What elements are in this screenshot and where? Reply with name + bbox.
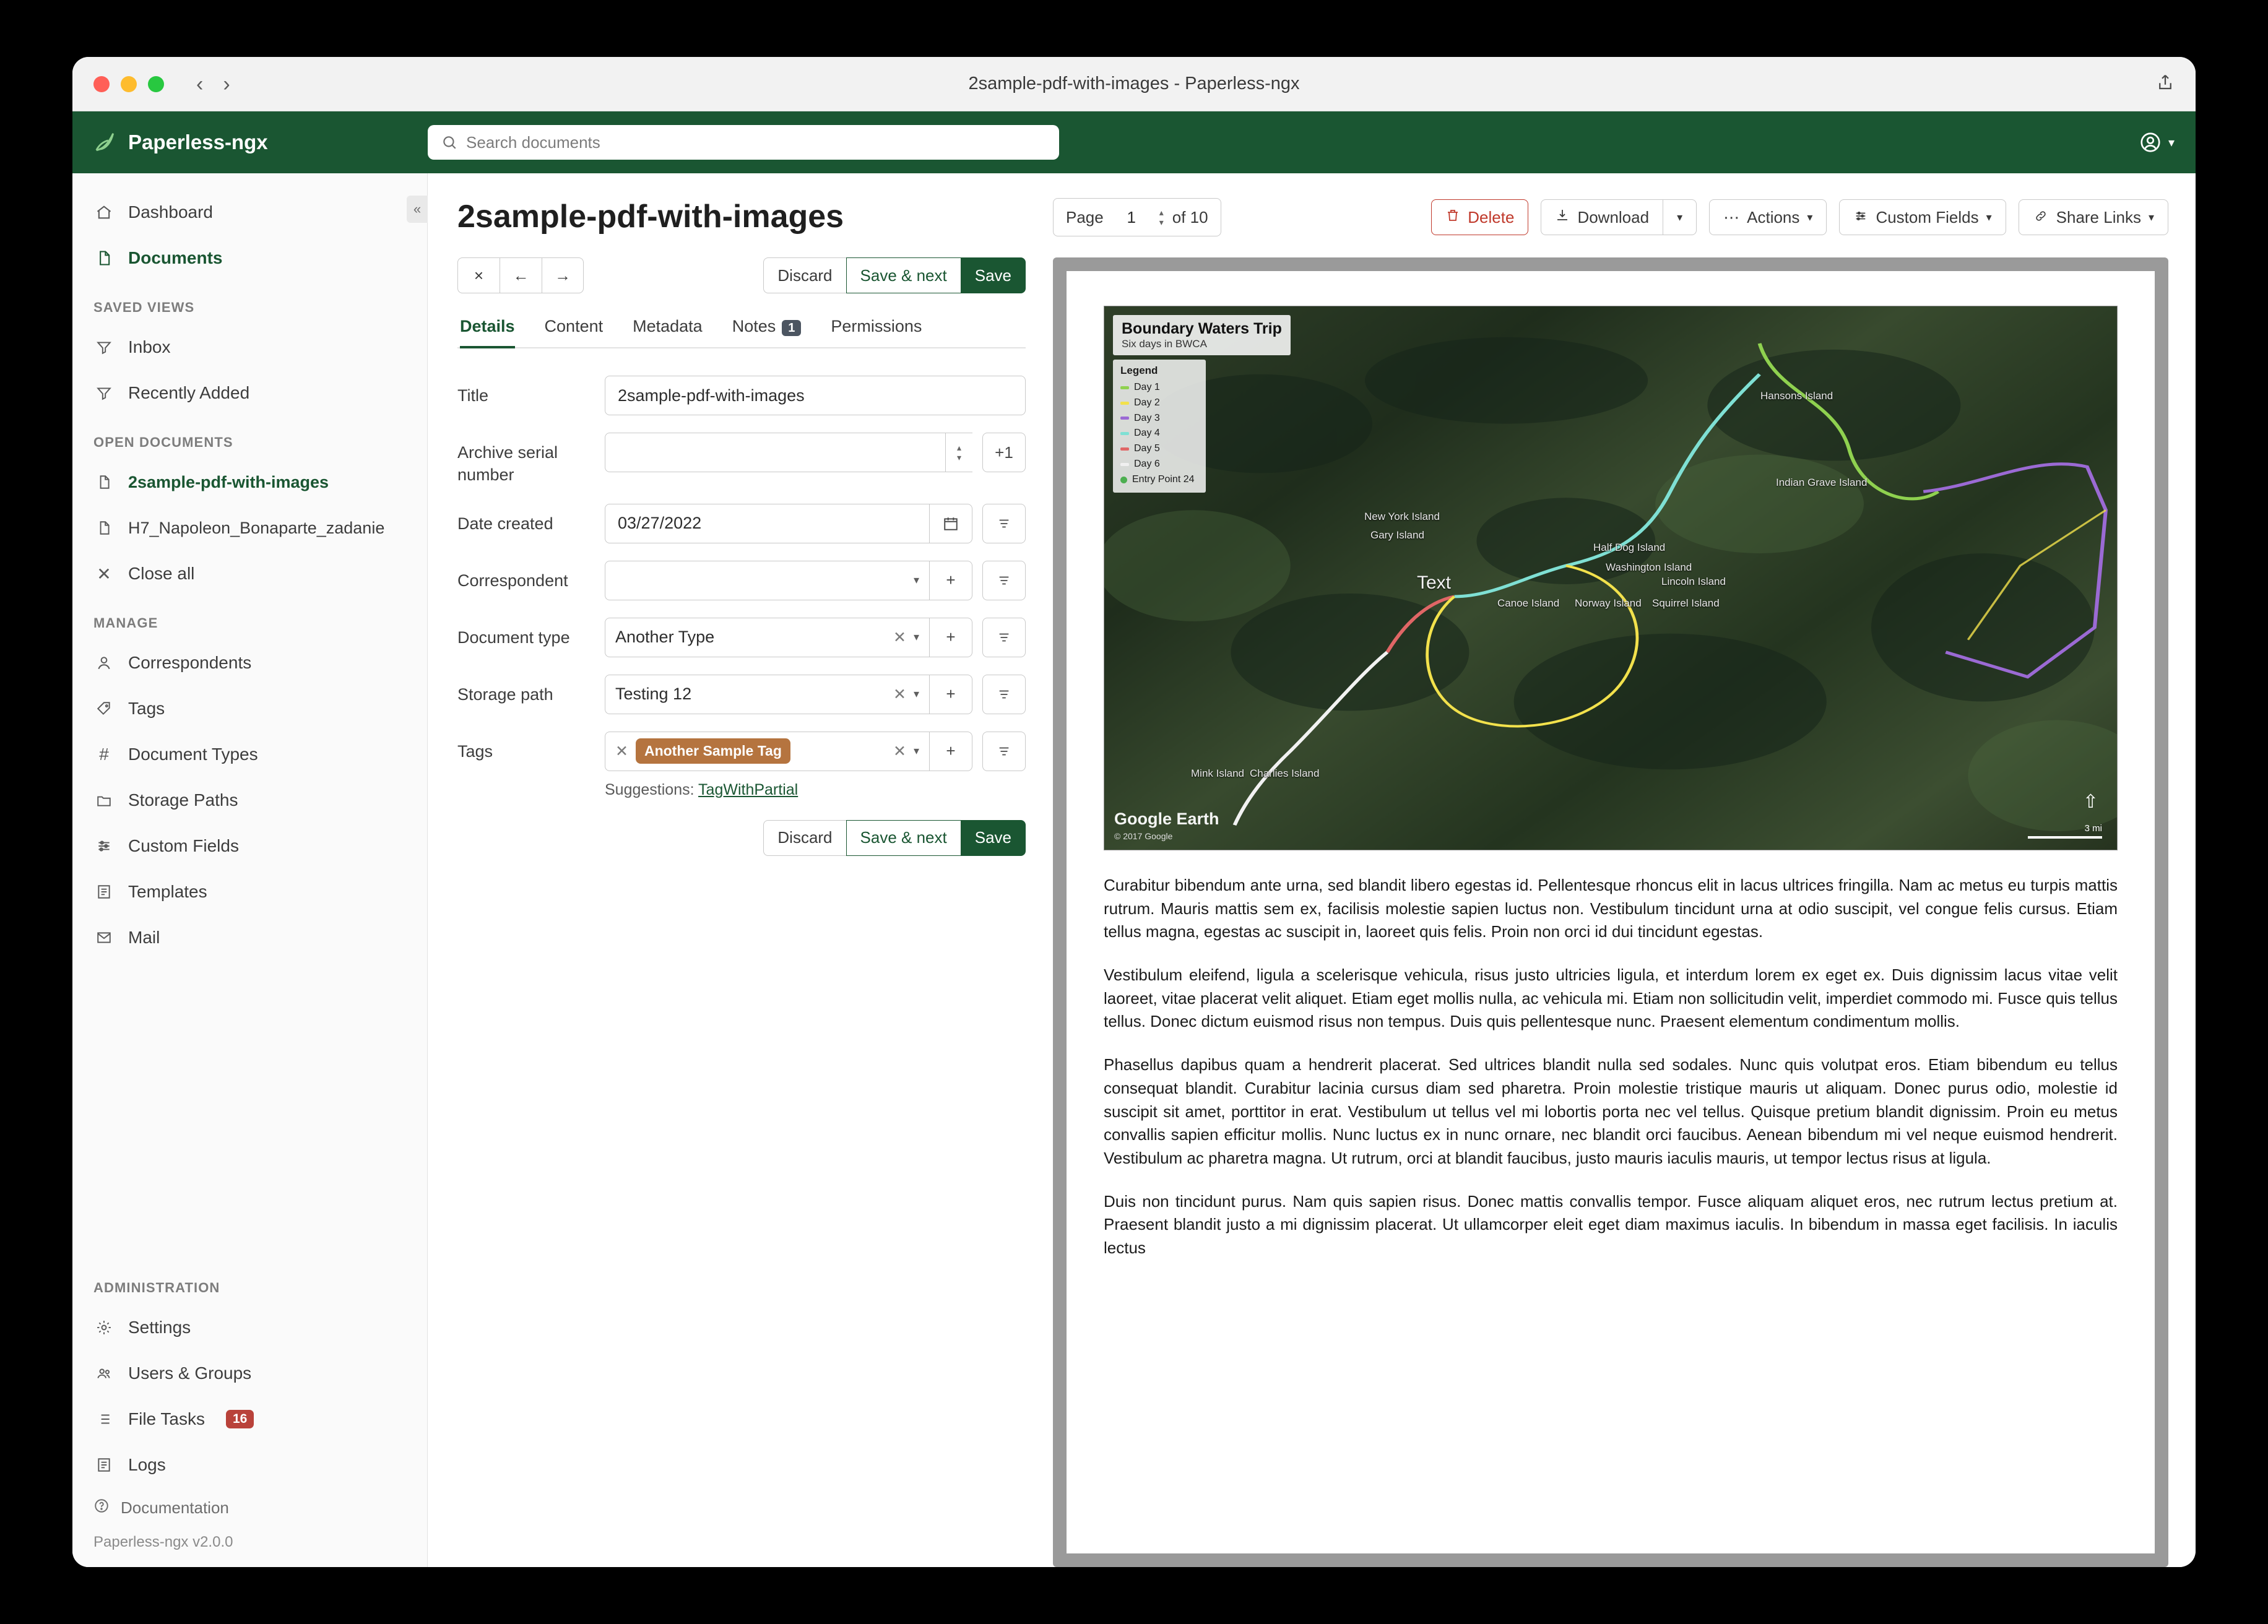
legend-label: Day 3: [1134, 412, 1160, 423]
document-type-label: Document type: [457, 628, 570, 647]
sidebar-item-file-tasks[interactable]: [72, 1396, 427, 1442]
custom-fields-icon: [1853, 208, 1868, 227]
trash-icon: [1445, 208, 1460, 227]
map-center-text: Text: [1417, 572, 1452, 593]
map-subtitle: Six days in BWCA: [1122, 338, 1207, 350]
legend-label: Day 1: [1134, 382, 1160, 392]
asn-increment-button[interactable]: +1: [982, 433, 1026, 472]
filter-icon: [93, 339, 115, 355]
page-title: 2sample-pdf-with-images: [457, 199, 844, 235]
document-type-select[interactable]: [605, 618, 929, 657]
sidebar-item-storage-paths[interactable]: [72, 777, 427, 823]
tab-label: Notes: [732, 317, 776, 335]
sidebar-item-recently-added[interactable]: [72, 370, 427, 416]
storage-path-filter-button[interactable]: [982, 675, 1026, 714]
share-links-button[interactable]: [2019, 199, 2168, 235]
document-type-value: Another Type: [615, 628, 715, 647]
sidebar-item-label: Close all: [128, 564, 195, 583]
file-icon: [93, 520, 115, 536]
sidebar-item-correspondents[interactable]: [72, 640, 427, 686]
correspondent-filter-button[interactable]: [982, 561, 1026, 600]
page-navigator[interactable]: [1053, 198, 1221, 236]
suggestions-label: Suggestions:: [605, 780, 695, 798]
map-title-box: [1113, 315, 1291, 355]
file-icon: [93, 474, 115, 490]
sidebar-item-custom-fields[interactable]: [72, 823, 427, 869]
legend-item: [1120, 472, 1198, 488]
map-label: Half Dog Island: [1593, 542, 1666, 553]
sidebar-item-mail[interactable]: [72, 915, 427, 961]
pdf-page: [1067, 271, 2155, 1553]
app-version: Paperless-ngx v2.0.0: [93, 1534, 233, 1550]
tag-chip[interactable]: Another Sample Tag: [636, 738, 790, 764]
map-label: Charlies Island: [1250, 767, 1320, 779]
app-window: [72, 57, 2196, 1567]
custom-fields-label: Custom Fields: [1876, 207, 1979, 227]
tag-suggestions: [605, 781, 1026, 799]
sidebar-item-label: Templates: [128, 882, 207, 901]
tab-label: Details: [460, 317, 515, 335]
entry-point-marker: [1120, 477, 1127, 483]
forward-icon[interactable]: ›: [223, 72, 230, 96]
save-button[interactable]: Save: [961, 257, 1026, 293]
document-paragraph: Vestibulum eleifend, ligula a scelerisque vehicula, risus justo ultricies ligula, et interdum lorem ex eget ex. Duis dignissim lacus vitae velit laoreet, vitae placerat velit aliquet. Etiam eget mollis nulla, ac vehicula mi. Etiam non sollicitudin velit, imperdiet commodo mi. Fusce quis tellus tellus. Donec dictum euismod risus non tempus. Duis quis pellentesque nunc. Praesent elementum condimentum mollis.: [1104, 965, 2118, 1031]
correspondent-add-button[interactable]: +: [929, 561, 972, 600]
calendar-button[interactable]: [929, 504, 972, 543]
sidebar-item-close-all[interactable]: [72, 551, 427, 597]
sidebar-item-label: Dashboard: [128, 202, 213, 222]
storage-path-label: Storage path: [457, 685, 553, 704]
download-button-group[interactable]: [1541, 199, 1697, 235]
compass-icon: ⇧: [2082, 792, 2098, 812]
legend-item: [1120, 426, 1198, 441]
window-title: 2sample-pdf-with-images - Paperless-ngx: [968, 74, 1300, 93]
sidebar-item-tags[interactable]: [72, 686, 427, 732]
asn-stepper[interactable]: [945, 433, 972, 472]
map-label: New York Island: [1364, 511, 1440, 522]
clear-icon[interactable]: ✕: [893, 628, 906, 646]
field-row-storage-path: [457, 675, 1026, 714]
storage-path-select[interactable]: [605, 675, 929, 714]
person-icon: [93, 655, 115, 671]
legend-swatch: [1120, 402, 1129, 405]
editor-tabs: [457, 317, 1026, 348]
date-created-input[interactable]: 03/27/2022: [605, 504, 929, 543]
legend-title: Legend: [1120, 365, 1158, 376]
window-traffic-lights[interactable]: [93, 76, 164, 92]
gear-icon: [93, 1320, 115, 1336]
page-label: Page: [1066, 207, 1104, 227]
page-stepper-icon[interactable]: ▴ ▾: [1159, 207, 1164, 227]
question-circle-icon: [93, 1498, 110, 1518]
document-type-filter-button[interactable]: [982, 618, 1026, 657]
map-label: Mink Island: [1191, 767, 1244, 779]
save-and-next-button[interactable]: Save & next: [846, 257, 961, 293]
sidebar-item-label: Mail: [128, 928, 160, 947]
tab-content[interactable]: [530, 317, 618, 347]
map-label: Gary Island: [1370, 529, 1424, 541]
sidebar: [72, 173, 428, 1567]
sidebar-item-label: Settings: [128, 1318, 191, 1337]
sidebar-collapse-button[interactable]: «: [407, 196, 428, 223]
legend-item: [1120, 411, 1198, 426]
legend-label: Day 4: [1134, 428, 1160, 439]
documents-icon: [93, 249, 115, 267]
sidebar-item-label: Inbox: [128, 337, 171, 356]
sidebar-item-label: Users & Groups: [128, 1363, 252, 1383]
app-brand-label: Paperless-ngx: [128, 131, 268, 153]
download-dropdown-button[interactable]: [1663, 199, 1697, 235]
delete-button[interactable]: [1431, 199, 1528, 235]
sidebar-item-document-types[interactable]: [72, 732, 427, 777]
field-row-tags: [457, 732, 1026, 771]
editor-toolbar: [457, 257, 1026, 293]
suggestion-link[interactable]: TagWithPartial: [698, 780, 799, 798]
field-row-document-type: [457, 618, 1026, 657]
discard-button-bottom[interactable]: Discard: [763, 820, 846, 856]
notes-count-badge: 1: [782, 320, 801, 336]
close-document-button[interactable]: ×: [457, 257, 500, 293]
app-body: [72, 173, 2196, 1567]
storage-path-add-button[interactable]: +: [929, 675, 972, 714]
tab-label: Permissions: [831, 317, 922, 335]
document-editor: [428, 173, 1053, 1567]
sidebar-item-label: Logs: [128, 1455, 166, 1474]
legend-swatch: [1120, 447, 1129, 451]
chevron-down-icon: ▾: [1986, 210, 1992, 223]
sidebar-item-label: Tags: [128, 699, 165, 718]
tags-select[interactable]: [605, 732, 929, 771]
share-links-label: Share Links: [2056, 207, 2141, 227]
file-text-icon: [93, 1457, 115, 1473]
title-label: Title: [457, 386, 489, 405]
sidebar-item-label: H7_Napoleon_Bonaparte_zadanie: [128, 518, 385, 537]
save-button-bottom[interactable]: Save: [961, 820, 1026, 856]
document-preview: [1053, 173, 2196, 1567]
custom-fields-button[interactable]: [1839, 199, 2006, 235]
chevron-down-icon: ▾: [1807, 210, 1813, 223]
save-button-group-bottom: [457, 820, 1026, 856]
chevron-down-icon: ▾: [913, 745, 919, 758]
search-container: [428, 125, 1059, 160]
file-tasks-badge: 16: [226, 1410, 254, 1428]
sidebar-item-settings[interactable]: [72, 1305, 427, 1350]
sidebar-section-open-documents: OPEN DOCUMENTS: [93, 434, 233, 450]
map-label: Norway Island: [1575, 597, 1642, 609]
download-button[interactable]: [1541, 199, 1663, 235]
sidebar-item-label: File Tasks: [128, 1409, 205, 1428]
correspondent-label: Correspondent: [457, 571, 568, 590]
sidebar-item-inbox[interactable]: [72, 324, 427, 370]
back-icon[interactable]: ‹: [196, 72, 204, 96]
legend-label: Day 6: [1134, 458, 1160, 469]
sidebar-item-label: 2sample-pdf-with-images: [128, 472, 329, 491]
map-label: Washington Island: [1606, 561, 1692, 573]
mail-icon: [93, 930, 115, 946]
tags-filter-button[interactable]: [982, 732, 1026, 771]
date-created-label: Date created: [457, 514, 553, 533]
tab-permissions[interactable]: [816, 317, 937, 347]
tag-icon: [93, 701, 115, 717]
sidebar-section-administration: ADMINISTRATION: [93, 1280, 220, 1295]
map-label: Hansons Island: [1760, 390, 1833, 402]
map-legend: [1113, 360, 1206, 493]
sidebar-item-documentation[interactable]: [72, 1488, 427, 1527]
page-total-label: of 10: [1172, 207, 1208, 227]
hash-icon: #: [99, 745, 109, 764]
actions-label: Actions: [1747, 207, 1800, 227]
sliders-icon: [93, 838, 115, 854]
sidebar-item-documents[interactable]: [72, 235, 427, 281]
sidebar-item-label: Documentation: [121, 1498, 229, 1517]
google-earth-logo: Google Earth: [1114, 810, 1219, 828]
legend-label: Day 5: [1134, 443, 1160, 454]
clear-icon[interactable]: ✕: [893, 685, 906, 703]
app-brand[interactable]: [93, 131, 428, 154]
sidebar-item-open-doc-1[interactable]: [72, 459, 427, 505]
next-document-button[interactable]: →: [542, 257, 584, 293]
document-type-add-button[interactable]: +: [929, 618, 972, 657]
sidebar-item-logs[interactable]: [72, 1442, 427, 1488]
editor-nav-group[interactable]: [457, 257, 584, 293]
legend-item: [1120, 441, 1198, 457]
legend-swatch: [1120, 417, 1129, 420]
chevron-down-icon: ▾: [913, 688, 919, 701]
actions-button[interactable]: [1709, 199, 1827, 235]
folder-icon: [93, 792, 115, 808]
correspondent-select[interactable]: [605, 561, 929, 600]
sidebar-item-label: Correspondents: [128, 653, 252, 672]
download-label: Download: [1577, 207, 1650, 227]
remove-tag-icon[interactable]: ✕: [615, 742, 628, 760]
close-icon: ✕: [97, 564, 111, 584]
field-row-date-created: [457, 504, 1026, 543]
link-icon: [2033, 208, 2049, 227]
document-paragraph: Phasellus dapibus quam a hendrerit placerat. Sed ultrices blandit nulla sed sodales. Nunc quis volutpat eros. Etiam bibendum eu tellus consequat blandit. Curabitur lacinia cursus diam sed pharetra. Proin molestie tristique mauris ut aliquam. Donec purus odio, molestie id suscipit sit amet, porttitor in erat. Vestibulum ut tellus vel mi lobortis porta nec vel tellus. Quisque pretium blandit dignissim. Proin eu metus convallis sapien efficitur mollis. Nunc luctus ex in nunc ornare, nec blandit orci faucibus. Aenean bibendum mi vel neque euismod hendrerit. Vestibulum ac pharetra magna. Ut rutrum, orci at blandit faucibus, justo mauris iaculis mauris, ut tempor lectus risus at ligula.: [1104, 1055, 2118, 1167]
legend-swatch: [1120, 463, 1129, 466]
map-label: Lincoln Island: [1661, 576, 1726, 587]
minimize-window-button[interactable]: [121, 76, 137, 92]
document-map-image: [1104, 306, 2118, 850]
list-icon: [93, 1411, 115, 1427]
field-row-asn: [457, 433, 1026, 486]
chevron-down-icon[interactable]: ▾: [2168, 136, 2175, 150]
search-icon: [441, 134, 457, 153]
tab-details[interactable]: [457, 317, 530, 347]
scalebar-line: [2028, 836, 2102, 839]
legend-item: [1120, 395, 1198, 411]
main-content: [428, 173, 2196, 1567]
sidebar-footer: [72, 1261, 427, 1567]
scalebar-label: 3 mi: [2084, 823, 2102, 834]
home-icon: [93, 204, 115, 221]
tab-label: Content: [544, 317, 604, 335]
legend-label: Day 2: [1134, 397, 1160, 408]
sidebar-section-saved-views: SAVED VIEWS: [93, 300, 195, 315]
document-paragraph: Duis non tincidunt purus. Nam quis sapien risus. Donec mattis convallis tempor. Fusce aliquam aliquet eros, nec rutrum lectus pretium at. Praesent blandit justo a mi dignissim placerat. Ut ullamcorper eleit eget diam maximus iaculis. In bibendum in massa eget facilisis. In iaculis lectus: [1104, 1191, 2118, 1257]
browser-nav[interactable]: [196, 74, 230, 95]
page-number-input[interactable]: [1112, 204, 1151, 231]
sidebar-item-label: Storage Paths: [128, 790, 238, 810]
stepper-icon: ▴ ▾: [956, 443, 962, 462]
map-label: Squirrel Island: [1652, 597, 1720, 609]
document-paragraph: Curabitur bibendum ante urna, sed blandit libero egestas id. Pellentesque rhoncus elit in lacus ultrices fringilla. Nam ac metus eu turpis mattis rutrum. Mauris mattis sem ex, facilisis molestie sapien luctus non. Vestibulum tincidunt urna at odio suscipit, vel congue felis cursus. Etiam tellus magna, egestas ac suscipit in, laoreet quis felis. Proin non orci id dui tincidunt egestas.: [1104, 876, 2118, 941]
tab-label: Metadata: [633, 317, 703, 335]
map-title: Boundary Waters Trip: [1122, 320, 1282, 337]
chevron-down-icon: ▾: [2148, 210, 2154, 223]
chevron-down-icon: ▾: [913, 574, 919, 587]
tags-add-button[interactable]: +: [929, 732, 972, 771]
chevron-down-icon: ▾: [1677, 210, 1683, 223]
sidebar-item-label: Documents: [128, 248, 223, 267]
sidebar-item-label: Custom Fields: [128, 836, 239, 855]
save-and-next-button-bottom[interactable]: Save & next: [846, 820, 961, 856]
download-icon: [1555, 208, 1570, 227]
pdf-viewer[interactable]: [1053, 257, 2168, 1567]
legend-swatch: [1120, 432, 1129, 435]
date-created-filter-button[interactable]: [982, 504, 1026, 543]
tags-label: Tags: [457, 741, 493, 761]
legend-item: [1120, 380, 1198, 395]
asn-label: Archive serial number: [457, 443, 558, 485]
app-header: [72, 111, 2196, 173]
share-icon[interactable]: [2156, 72, 2175, 95]
template-icon: [93, 884, 115, 900]
field-row-correspondent: [457, 561, 1026, 600]
tab-notes[interactable]: [717, 317, 816, 347]
sidebar-item-dashboard[interactable]: [72, 189, 427, 235]
map-scalebar: [2028, 823, 2102, 839]
sidebar-item-label: Document Types: [128, 745, 258, 764]
title-input[interactable]: 2sample-pdf-with-images: [605, 376, 1026, 415]
tab-metadata[interactable]: [618, 317, 717, 347]
window-titlebar: [72, 57, 2196, 111]
sidebar-item-templates[interactable]: [72, 869, 427, 915]
chevron-down-icon: ▾: [913, 631, 919, 644]
previous-document-button[interactable]: ←: [500, 257, 542, 293]
sidebar-item-open-doc-2[interactable]: [72, 505, 427, 551]
legend-swatch: [1120, 386, 1129, 389]
map-label: Indian Grave Island: [1776, 477, 1868, 488]
save-button-group-top[interactable]: [763, 257, 1026, 293]
user-menu[interactable]: [2139, 131, 2175, 154]
discard-button[interactable]: Discard: [763, 257, 846, 293]
google-earth-copyright: © 2017 Google: [1114, 831, 1173, 841]
preview-toolbar: [1053, 198, 2168, 236]
close-window-button[interactable]: [93, 76, 110, 92]
search-input[interactable]: [428, 125, 1059, 160]
people-icon: [93, 1365, 115, 1381]
sidebar-item-label: Recently Added: [128, 383, 250, 402]
sidebar-section-manage: MANAGE: [93, 615, 158, 631]
map-label: Canoe Island: [1497, 597, 1560, 609]
filter-icon: [93, 385, 115, 401]
maximize-window-button[interactable]: [148, 76, 164, 92]
asn-input[interactable]: [605, 433, 945, 472]
sidebar-item-users-groups[interactable]: [72, 1350, 427, 1396]
legend-item: [1120, 457, 1198, 472]
field-row-title: [457, 376, 1026, 415]
preview-actions: [1431, 199, 2168, 235]
dots-icon: ⋯: [1723, 207, 1740, 227]
storage-path-value: Testing 12: [615, 685, 692, 704]
legend-label: Entry Point 24: [1132, 473, 1195, 485]
delete-label: Delete: [1468, 207, 1515, 227]
clear-icon[interactable]: ✕: [893, 742, 906, 760]
